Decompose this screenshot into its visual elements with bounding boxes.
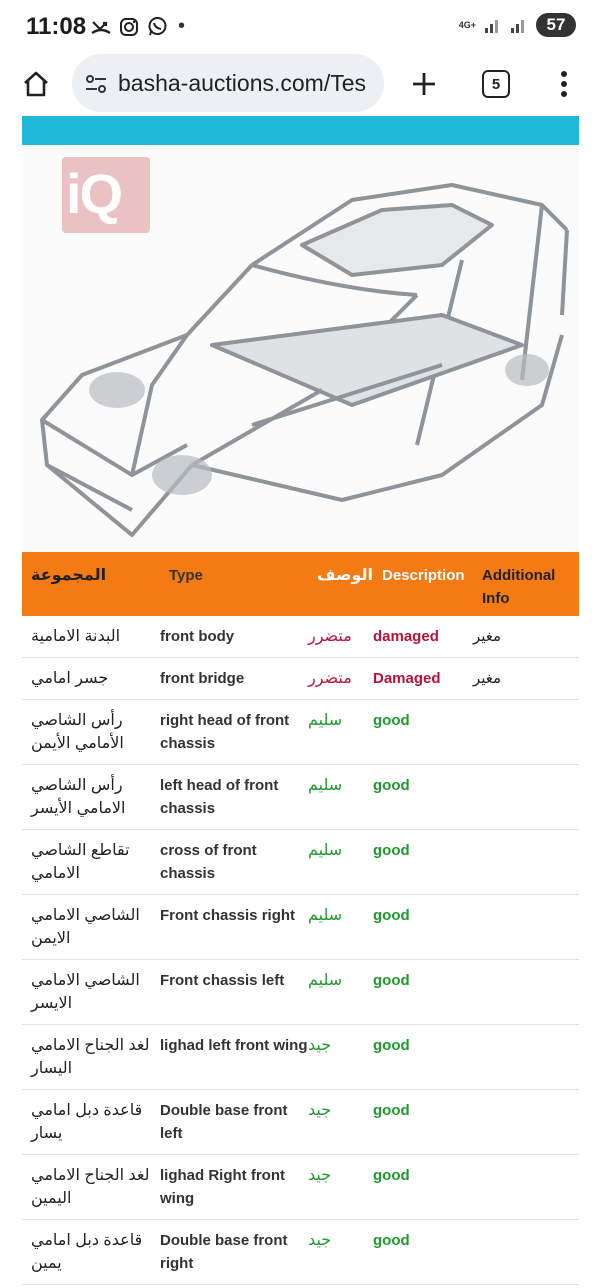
cell-group: الشاصي الامامي الايمن bbox=[31, 907, 140, 947]
table-row bbox=[22, 616, 579, 658]
cell-info bbox=[473, 1155, 570, 1219]
battery-indicator: 57 bbox=[536, 13, 576, 37]
cell-group: الشاصي الامامي الايسر bbox=[31, 972, 140, 1012]
table-row bbox=[22, 960, 579, 1025]
cell-desc-ar: جيد bbox=[308, 1102, 332, 1119]
instagram-icon bbox=[118, 16, 140, 38]
cell-info bbox=[473, 1025, 570, 1089]
header-group: المجموعة bbox=[31, 567, 107, 584]
cell-type: lighad Right front wing bbox=[160, 1167, 285, 1207]
cell-type: cross of front chassis bbox=[160, 842, 257, 882]
header-desc-ar: الوصف bbox=[317, 567, 374, 584]
plus-icon bbox=[410, 70, 438, 98]
section-banner bbox=[22, 116, 579, 145]
watermark-logo-text: iQ bbox=[66, 162, 122, 225]
cell-type: front body bbox=[160, 628, 235, 645]
table-row bbox=[22, 700, 579, 765]
cell-description: good bbox=[373, 712, 410, 729]
cell-info bbox=[473, 765, 570, 829]
cell-desc-ar: جيد bbox=[308, 1167, 332, 1184]
cell-description: good bbox=[373, 972, 410, 989]
new-tab-button[interactable] bbox=[404, 64, 444, 104]
network-type: 4G+ bbox=[458, 19, 476, 30]
cell-desc-ar: متضرر bbox=[308, 670, 352, 687]
site-settings-icon[interactable] bbox=[84, 72, 108, 96]
cell-info: مغير bbox=[473, 670, 502, 687]
cell-group: قاعدة دبل امامي يمين bbox=[31, 1232, 143, 1272]
cell-info bbox=[473, 960, 570, 1024]
whatsapp-icon bbox=[146, 16, 168, 38]
more-notifications-icon: • bbox=[178, 15, 186, 37]
cell-desc-ar: سليم bbox=[308, 972, 343, 989]
table-row bbox=[22, 658, 579, 700]
cell-desc-ar: سليم bbox=[308, 712, 343, 729]
cell-group: رأس الشاصي الامامي الأيسر bbox=[31, 777, 126, 817]
table-row bbox=[22, 1025, 579, 1090]
cell-desc-ar: سليم bbox=[308, 842, 343, 859]
cell-desc-ar: سليم bbox=[308, 907, 343, 924]
cell-group: جسر امامي bbox=[31, 670, 109, 687]
tab-switcher-button[interactable]: 5 bbox=[482, 70, 510, 98]
cell-type: left head of front chassis bbox=[160, 777, 279, 817]
table-row bbox=[22, 1155, 579, 1220]
cell-description: good bbox=[373, 1167, 410, 1184]
cell-group: قاعدة دبل امامي يسار bbox=[31, 1102, 143, 1142]
header-type: Type bbox=[169, 567, 203, 584]
notification-icons bbox=[90, 15, 185, 38]
header-description: Description bbox=[382, 567, 465, 584]
cell-desc-ar: جيد bbox=[308, 1232, 332, 1249]
status-time: 11:08 bbox=[26, 13, 87, 40]
system-status bbox=[459, 13, 576, 37]
cell-description: good bbox=[373, 907, 410, 924]
cell-type: Double base front right bbox=[160, 1232, 288, 1272]
cell-desc-ar: متضرر bbox=[308, 628, 352, 645]
table-row bbox=[22, 895, 579, 960]
table-row bbox=[22, 1090, 579, 1155]
cell-description: good bbox=[373, 842, 410, 859]
cell-type: right head of front chassis bbox=[160, 712, 290, 752]
page-content bbox=[22, 116, 579, 1285]
cell-type: Front chassis left bbox=[160, 972, 285, 989]
table-row bbox=[22, 765, 579, 830]
cell-group: لغد الجناح الامامي اليمين bbox=[31, 1167, 150, 1207]
cell-group: البدنة الامامية bbox=[31, 628, 121, 645]
cell-description: good bbox=[373, 1102, 410, 1119]
cell-group: تقاطع الشاصي الامامي bbox=[31, 842, 130, 882]
url-text[interactable]: basha-auctions.com/Tes bbox=[118, 70, 367, 96]
cell-type: lighad left front wing bbox=[160, 1037, 308, 1054]
cell-description: good bbox=[373, 777, 410, 794]
cell-group: لغد الجناح الامامي اليسار bbox=[31, 1037, 150, 1077]
status-bar bbox=[0, 0, 600, 52]
address-bar[interactable] bbox=[72, 54, 384, 112]
cell-description: damaged bbox=[373, 628, 439, 645]
table-row bbox=[22, 830, 579, 895]
web-page bbox=[0, 116, 600, 1288]
cell-info bbox=[473, 895, 570, 959]
browser-toolbar bbox=[0, 52, 600, 116]
cell-description: good bbox=[373, 1232, 410, 1249]
home-icon bbox=[21, 69, 51, 99]
inspection-table bbox=[22, 552, 579, 1285]
cell-info bbox=[473, 1220, 570, 1284]
more-vert-icon bbox=[560, 70, 568, 98]
cell-info bbox=[473, 1090, 570, 1154]
cell-type: front bridge bbox=[160, 670, 245, 687]
table-header bbox=[22, 552, 579, 616]
signal-icon-2 bbox=[510, 16, 528, 34]
cell-type: Double base front left bbox=[160, 1102, 288, 1142]
cell-type: Front chassis right bbox=[160, 907, 296, 924]
cell-desc-ar: جيد bbox=[308, 1037, 332, 1054]
overflow-menu-button[interactable] bbox=[552, 64, 576, 104]
signal-icon-1 bbox=[484, 16, 502, 34]
missed-call-icon bbox=[90, 16, 112, 38]
cell-info bbox=[473, 700, 570, 764]
header-additional-info: Additional Info bbox=[482, 567, 556, 607]
home-button[interactable] bbox=[16, 64, 56, 104]
cell-group: رأس الشاصي الأمامي الأيمن bbox=[31, 712, 124, 752]
table-row bbox=[22, 1220, 579, 1285]
car-chassis-image bbox=[22, 145, 579, 552]
cell-info: مغير bbox=[473, 628, 502, 645]
cell-desc-ar: سليم bbox=[308, 777, 343, 794]
cell-description: Damaged bbox=[373, 670, 441, 687]
cell-description: good bbox=[373, 1037, 410, 1054]
cell-info bbox=[473, 830, 570, 894]
